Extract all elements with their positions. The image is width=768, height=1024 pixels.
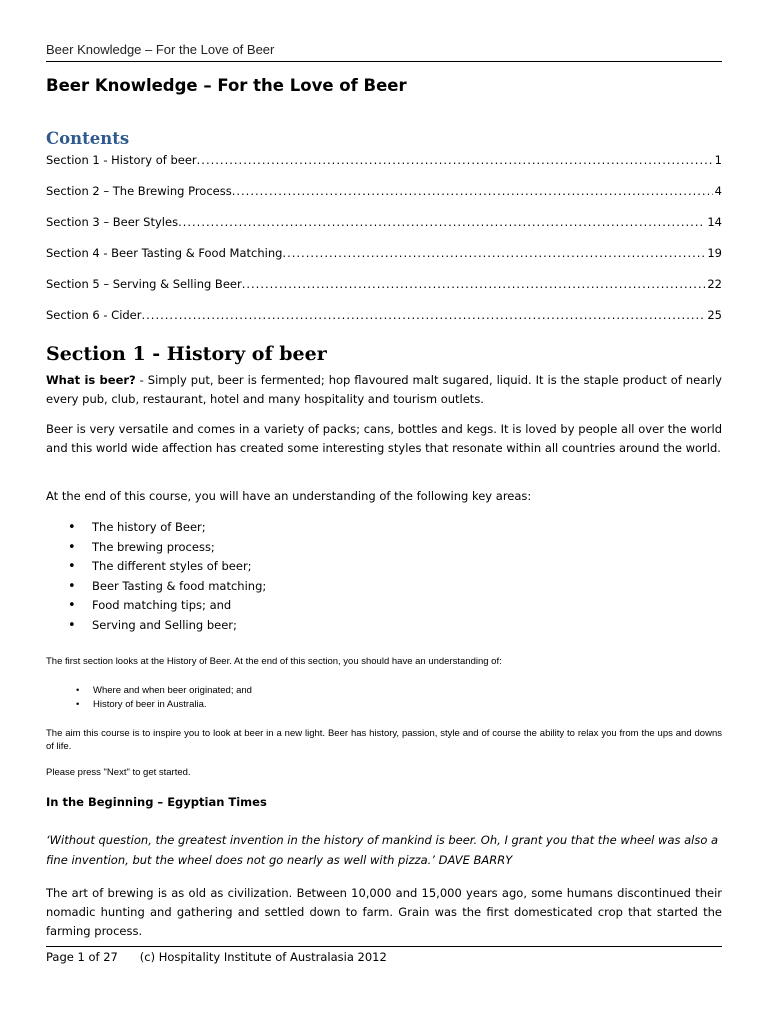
toc-entry-label: Section 6 - Cider bbox=[46, 308, 142, 322]
page-footer bbox=[46, 950, 387, 964]
subsection-heading: In the Beginning – Egyptian Times bbox=[46, 795, 267, 809]
document-title: Beer Knowledge – For the Love of Beer bbox=[46, 76, 407, 95]
list-item: • Serving and Selling beer; bbox=[46, 616, 646, 636]
footer-divider bbox=[46, 946, 722, 947]
toc-entry-section-4[interactable] bbox=[46, 246, 722, 277]
quote-text: ‘Without question, the greatest invention in the history of mankind is beer. Oh, I grant you that the wheel was also a fine invention, but the wheel does not go nearly as well with pizza.’ DAVE BARRY bbox=[46, 833, 719, 867]
key-areas-intro: At the end of this course, you will have an understanding of the following key areas: bbox=[46, 489, 532, 503]
section-overview-text: The first section looks at the History of Beer. At the end of this section, you should have an understanding of: bbox=[46, 656, 502, 667]
running-header: Beer Knowledge – For the Love of Beer bbox=[46, 42, 275, 57]
toc-entry-label: Section 5 – Serving & Selling Beer bbox=[46, 277, 242, 291]
toc-entry-page: 22 bbox=[707, 277, 722, 291]
key-areas-list bbox=[46, 518, 646, 635]
toc-leader-dots bbox=[242, 277, 706, 291]
table-of-contents bbox=[46, 153, 722, 339]
toc-entry-section-3[interactable] bbox=[46, 215, 722, 246]
toc-entry-page: 4 bbox=[714, 184, 722, 198]
section-heading: Section 1 - History of beer bbox=[46, 343, 327, 365]
course-aim-text: The aim this course is to inspire you to look at beer in a new light. Beer has history, passion, style and of course the ability to relax you from the ups and downs of life. bbox=[46, 728, 722, 752]
intro-question: What is beer? bbox=[46, 373, 136, 387]
list-item: • History of beer in Australia. bbox=[46, 698, 252, 712]
toc-entry-label: Section 1 - History of beer bbox=[46, 153, 197, 167]
list-item: • The different styles of beer; bbox=[46, 557, 646, 577]
list-item: • Food matching tips; and bbox=[46, 596, 646, 616]
toc-entry-page: 1 bbox=[714, 153, 722, 167]
contents-heading: Contents bbox=[46, 129, 130, 148]
toc-entry-label: Section 3 – Beer Styles bbox=[46, 215, 179, 229]
toc-leader-dots bbox=[142, 308, 706, 322]
toc-entry-page: 14 bbox=[707, 215, 722, 229]
toc-leader-dots bbox=[178, 215, 705, 229]
section-outcomes-list bbox=[46, 684, 252, 712]
press-next-text: Please press "Next" to get started. bbox=[46, 767, 191, 778]
header-divider bbox=[46, 61, 722, 62]
versatility-paragraph: Beer is very versatile and comes in a variety of packs; cans, bottles and kegs. It is loved by people all over the world and this world wide affection has created some interesting styles that resonate within all countries around the world. bbox=[46, 422, 722, 455]
toc-entry-page: 25 bbox=[707, 308, 722, 322]
toc-entry-section-5[interactable] bbox=[46, 277, 722, 308]
toc-entry-page: 19 bbox=[707, 246, 722, 260]
list-item: • The brewing process; bbox=[46, 538, 646, 558]
toc-leader-dots bbox=[197, 153, 713, 167]
copyright-text: (c) Hospitality Institute of Australasia 2012 bbox=[139, 950, 387, 964]
toc-leader-dots bbox=[232, 184, 713, 198]
brewing-history-paragraph: The art of brewing is as old as civilization. Between 10,000 and 15,000 years ago, some humans discontinued their nomadic hunting and gathering and settled down to farm. Grain was the first domesticated crop that started the farming process. bbox=[46, 886, 722, 938]
footer-spacer bbox=[118, 950, 140, 964]
toc-entry-label: Section 2 – The Brewing Process bbox=[46, 184, 232, 198]
list-item: • Where and when beer originated; and bbox=[46, 684, 252, 698]
page-number: Page 1 of 27 bbox=[46, 950, 118, 964]
toc-leader-dots bbox=[282, 246, 705, 260]
list-item: • The history of Beer; bbox=[46, 518, 646, 538]
toc-entry-section-1[interactable] bbox=[46, 153, 722, 184]
toc-entry-section-6[interactable] bbox=[46, 308, 722, 339]
toc-entry-section-2[interactable] bbox=[46, 184, 722, 215]
toc-entry-label: Section 4 - Beer Tasting & Food Matching bbox=[46, 246, 283, 260]
intro-paragraph bbox=[46, 371, 722, 409]
intro-answer: - Simply put, beer is fermented; hop flavoured malt sugared, liquid. It is the staple product of nearly every pub, club, restaurant, hotel and many hospitality and tourism outlets. bbox=[46, 373, 722, 406]
list-item: • Beer Tasting & food matching; bbox=[46, 577, 646, 597]
